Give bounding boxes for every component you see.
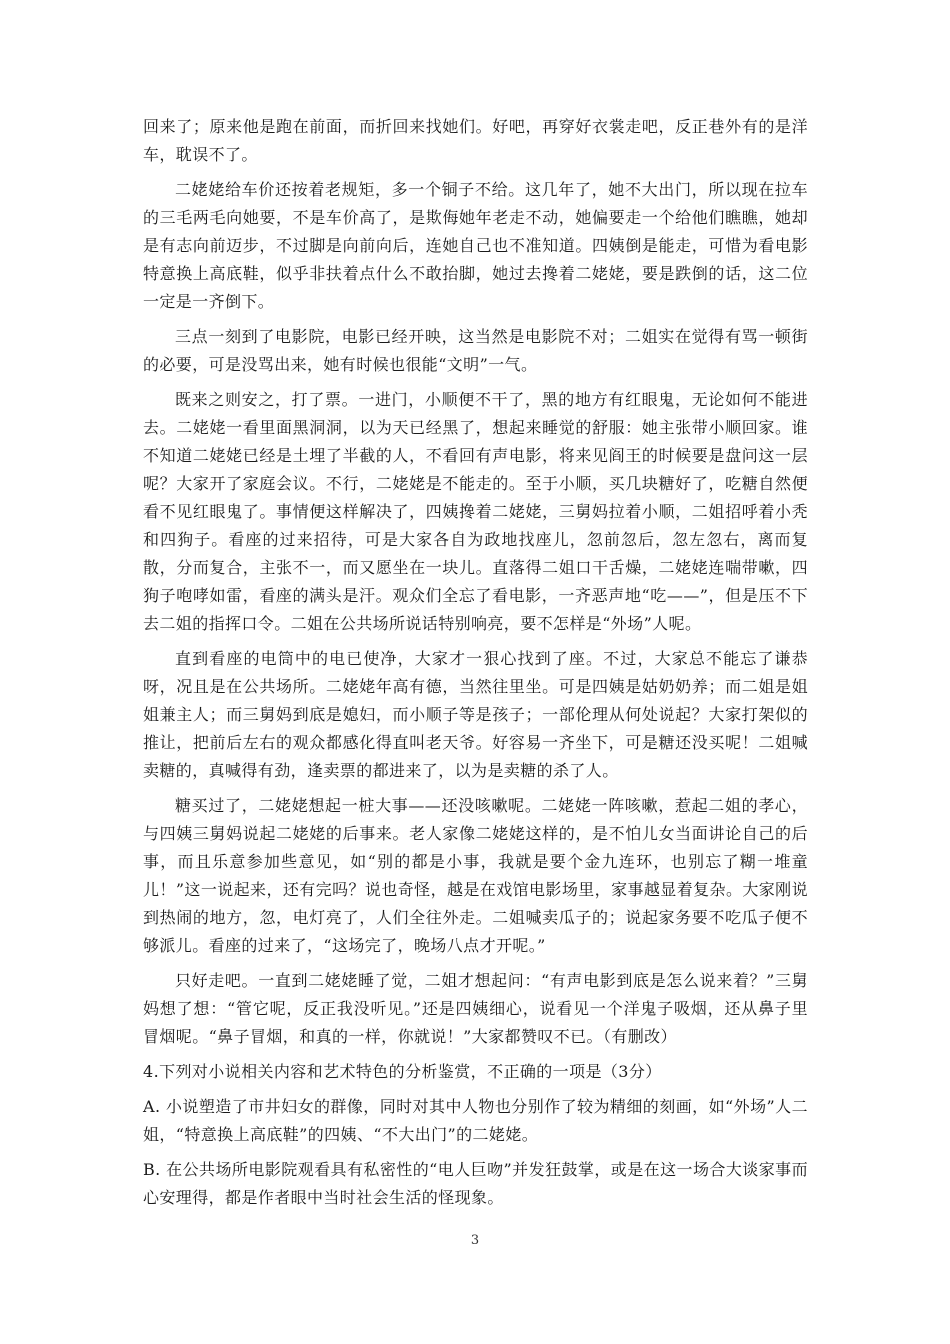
page-content — [143, 113, 808, 1219]
option-a: A. 小说塑造了市井妇女的群像，同时对其中人物也分别作了较为精细的刻画，如“外场”人二姐，“特意换上高底鞋”的四姨、“不大出门”的二姥姥。 — [143, 1097, 808, 1144]
paragraph-4: 既来之则安之，打了票。一进门，小顺便不干了，黑的地方有红眼鬼，无论如何不能进去。二姥姥一看里面黑洞洞，以为天已经黑了，想起来睡觉的舒服：她主张带小顺回家。谁不知道二姥姥已经是土埋了半截的人，不看回有声电影，将来见阎王的时候要是盘问这一层呢？大家开了家庭会议。不行，二姥姥是不能走的。至于小顺，买几块糖好了，吃糖自然便看不见红眼鬼了。事情便这样解决了，四姨搀着二姥姥，三舅妈拉着小顺，二姐招呼着小秃和四狗子。看座的过来招待，可是大家各自为政地找座儿，忽前忽后，忽左忽右，离而复散，分而复合，主张不一，而又愿坐在一块儿。直落得二姐口干舌燥，二姥姥连喘带嗽，四狗子咆哮如雷，看座的满头是汗。观众们全忘了看电影，一齐恶声地“吃——”，但是压不下去二姐的指挥口令。二姐在公共场所说话特别响亮，要不怎样是“外场”人呢。 — [143, 390, 808, 633]
paragraph-7: 只好走吧。一直到二姥姥睡了觉，二姐才想起问：“有声电影到底是怎么说来着？”三舅妈想了想：“管它呢，反正我没听见。”还是四姨细心，说看见一个洋鬼子吸烟，还从鼻子里冒烟呢。“鼻子冒烟，和真的一样，你就说！”大家都赞叹不已。（有删改） — [143, 971, 808, 1046]
paragraph-2: 二姥姥给车价还按着老规矩，多一个铜子不给。这几年了，她不大出门，所以现在拉车的三毛两毛向她要，不是车价高了，是欺侮她年老走不动，她偏要走一个给他们瞧瞧，她却是有志向前迈步，不过脚是向前向后，连她自己也不准知道。四姨倒是能走，可惜为看电影特意换上高底鞋，似乎非扶着点什么不敢抬脚，她过去搀着二姥姥，要是跌倒的话，这二位一定是一齐倒下。 — [143, 180, 808, 311]
paragraph-1: 回来了；原来他是跑在前面，而折回来找她们。好吧，再穿好衣裳走吧，反正巷外有的是洋车，耽误不了。 — [143, 117, 808, 164]
paragraph-5: 直到看座的电筒中的电已使净，大家才一狠心找到了座。不过，大家总不能忘了谦恭呀，况且是在公共场所。二姥姥年高有德，当然往里坐。可是四姨是姑奶奶养；而二姐是姐姐兼主人；而三舅妈到底是媳妇，而小顺子等是孩子；一部伦理从何处说起？大家打架似的推让，把前后左右的观众都感化得直叫老天爷。好容易一齐坐下，可是糖还没买呢！二姐喊卖糖的，真喊得有劲，逢卖票的都进来了，以为是卖糖的杀了人。 — [143, 649, 808, 780]
paragraph-3: 三点一刻到了电影院，电影已经开映，这当然是电影院不对；二姐实在觉得有骂一顿街的必要，可是没骂出来，她有时候也很能“文明”一气。 — [143, 327, 808, 374]
question-4: 4.下列对小说相关内容和艺术特色的分析鉴赏，不正确的一项是（3分） — [143, 1062, 662, 1081]
option-b: B. 在公共场所电影院观看具有私密性的“电人巨吻”并发狂鼓掌，或是在这一场合大谈家事而心安理得，都是作者眼中当时社会生活的怪现象。 — [143, 1160, 808, 1207]
paragraph-6: 糖买过了，二姥姥想起一桩大事——还没咳嗽呢。二姥姥一阵咳嗽，惹起二姐的孝心，与四姨三舅妈说起二姥姥的后事来。老人家像二姥姥这样的，是不怕儿女当面讲论自己的后事，而且乐意参加些意见，如“别的都是小事，我就是要个金九连环，也别忘了糊一堆童儿！”这一说起来，还有完吗？说也奇怪，越是在戏馆电影场里，家事越显着复杂。大家刚说到热闹的地方，忽，电灯亮了，人们全往外走。二姐喊卖瓜子的；说起家务要不吃瓜子便不够派儿。看座的过来了，“这场完了，晚场八点才开呢。” — [143, 796, 808, 955]
page-number: 3 — [470, 1233, 480, 1248]
